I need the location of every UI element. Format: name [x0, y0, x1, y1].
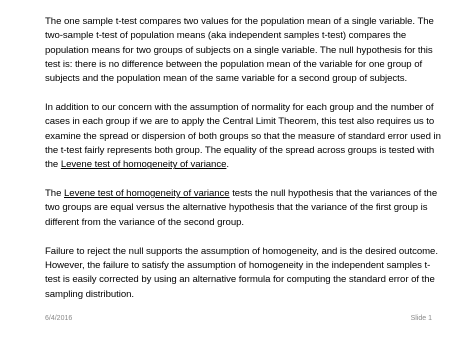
slide-body [45, 15, 441, 302]
paragraph-failure-to-reject: Failure to reject the null supports the assumption of homogeneity, and is the desired outcome. However, the failure to satisfy the assumption of homogeneity in the independent samples t-test is easily corrected by using an alternative formula for computing the standard error of the sampling distribution. [45, 245, 438, 300]
assumptions-end: . [226, 159, 230, 171]
levene-text-start: The [45, 188, 64, 200]
paragraph-assumptions [45, 101, 441, 173]
footer-date: 6/4/2016 [45, 315, 73, 322]
paragraph-t-test-intro: The one sample t-test compares two values for the population mean of a single variable. The two-sample t-test of population means (aka independent samples t-test) compares the population means for two groups of subjects on a single variable. The null hypothesis for this test is: there is no difference between the population mean of the variable for one group of subjects and the population mean of the same variable for a second group of subjects. [45, 16, 434, 85]
levene-link-2[interactable]: Levene test of homogeneity of variance [64, 188, 230, 200]
levene-link[interactable]: Levene test of homogeneity of variance [60, 159, 227, 171]
footer-slide-number: Slide 1 [410, 315, 432, 322]
assumptions-text: In addition to our concern with the assumption of normality for each group and the number of cases in each group if we are to apply the Central Limit Theorem, this test also requires us to examine the spread or dispersion of both groups so that the measure of standard error used in the t-test fairly represents both group. The equality of the spread across groups is tested with the [45, 102, 441, 171]
levene-text: tests the null hypothesis that the variances of the two groups are equal versus the alternative hypothesis that the variance of the first group is different from the variance of the second group. [45, 188, 438, 228]
paragraph-levene [45, 187, 441, 230]
